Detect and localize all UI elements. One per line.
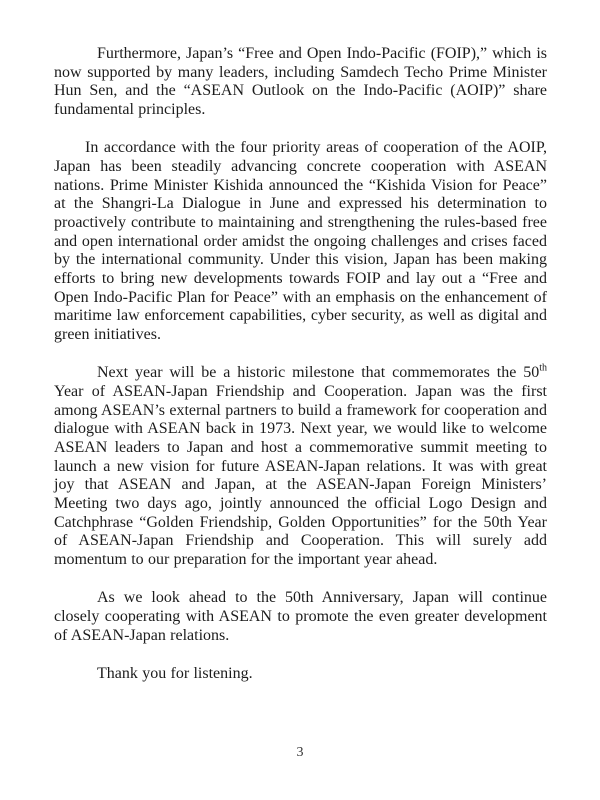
paragraph-50th-year-milestone (54, 364, 547, 570)
ordinal-superscript: th (539, 362, 547, 374)
paragraph-50th-anniversary-outlook: As we look ahead to the 50th Anniversary, Japan will continue closely cooperating with ASEAN to promote the even greater development of ASEAN-Japan relations. (54, 589, 547, 644)
page-number: 3 (296, 745, 304, 760)
paragraph-foip-principles: Furthermore, Japan’s “Free and Open Indo-Pacific (FOIP),” which is now supported by many leaders, including Samdech Techo Prime Minister Hun Sen, and the “ASEAN Outlook on the Indo-Pacific (AOIP)” share fundamental principles. (54, 45, 547, 119)
paragraph-aoip-cooperation: In accordance with the four priority areas of cooperation of the AOIP, Japan has been steadily advancing concrete cooperation with ASEAN nations. Prime Minister Kishida announced the “Kishida Vision for Peace” at the Shangri-La Dialogue in June and expressed his determination to proactively contribute to maintaining and strengthening the rules-based free and open international order amidst the ongoing challenges and crises faced by the international community. Under this vision, Japan has been making efforts to bring new developments towards FOIP and lay out a “Free and Open Indo-Pacific Plan for Peace” with an emphasis on the enhancement of maritime law enforcement capabilities, cyber security, as well as digital and green initiatives. (54, 139, 547, 344)
paragraph-50th-text-before-superscript: Next year will be a historic milestone that commemorates the 50 (97, 364, 540, 382)
paragraph-closing-thanks: Thank you for listening. (97, 664, 253, 682)
paragraph-50th-text-after-superscript: Year of ASEAN-Japan Friendship and Cooperation. Japan was the first among ASEAN’s external partners to build a framework for cooperation and dialogue with ASEAN back in 1973. Next year, we would like to welcome ASEAN leaders to Japan and host a commemorative summit meeting to launch a new vision for future ASEAN-Japan relations. It was with great joy that ASEAN and Japan, at the ASEAN-Japan Foreign Ministers’ Meeting two days ago, jointly announced the official Logo Design and Catchphrase “Golden Friendship, Golden Opportunities” for the 50th Year of ASEAN-Japan Friendship and Cooperation. This will surely add momentum to our preparation for the important year ahead. (54, 382, 547, 569)
